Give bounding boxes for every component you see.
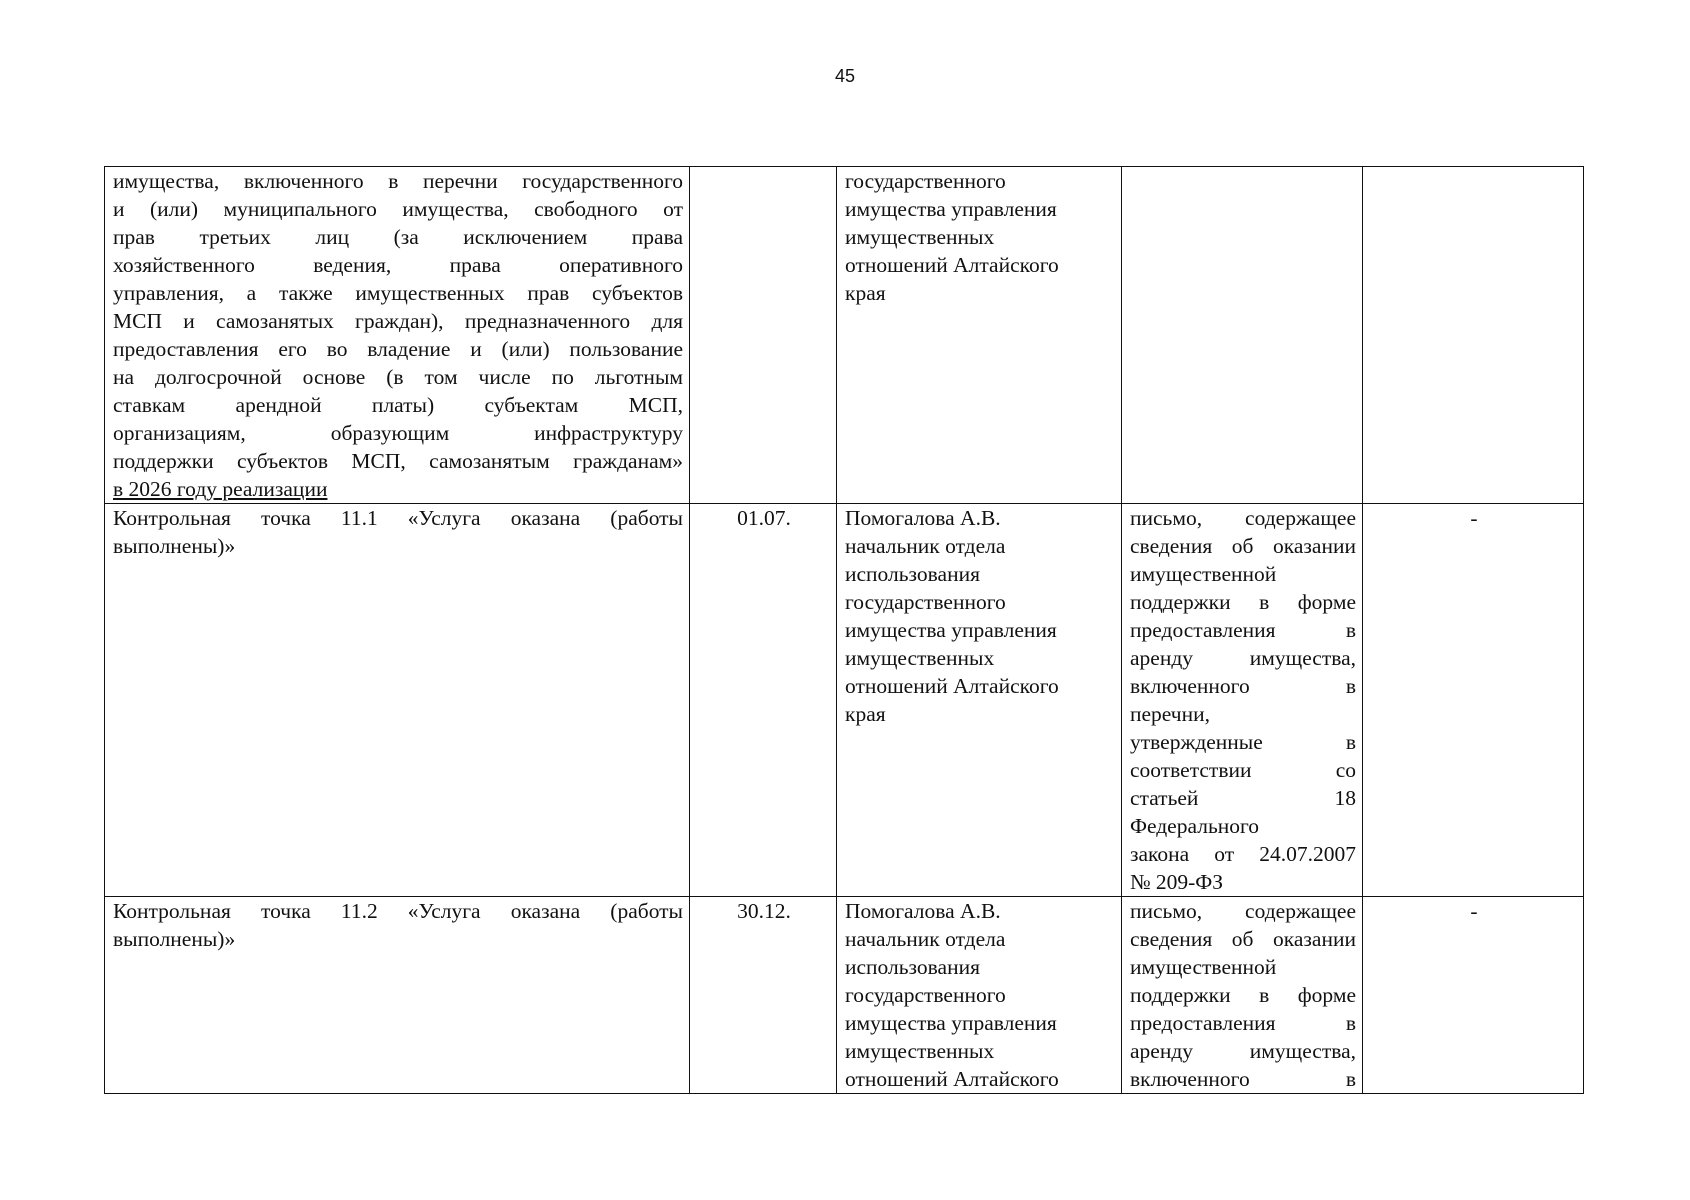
responsible-line: имущественных	[845, 646, 995, 670]
responsible-line: начальник отдела	[845, 534, 1006, 558]
document-line: поддержки в форме	[1130, 983, 1356, 1007]
event-name-line: и (или) муниципального имущества, свободного от	[113, 197, 683, 221]
document-line: сведения об оказании	[1130, 534, 1356, 558]
responsible-cell	[837, 897, 1122, 1094]
note-cell: -	[1363, 504, 1584, 897]
event-name-line: хозяйственного ведения, права оперативного	[113, 253, 683, 277]
event-name-line: в 2026 году реализации	[113, 477, 328, 501]
responsible-line: края	[845, 702, 886, 726]
responsible-line: имущества управления	[845, 197, 1057, 221]
date-cell: 30.12.	[690, 897, 837, 1094]
document-line: № 209-ФЗ	[1130, 870, 1224, 894]
event-name-line: поддержки субъектов МСП, самозанятым гражданам»	[113, 449, 683, 473]
responsible-cell	[837, 167, 1122, 504]
responsible-line: имущества управления	[845, 1011, 1057, 1035]
event-name-line: ставкам арендной платы) субъектам МСП,	[113, 393, 683, 417]
event-name-cell	[105, 504, 690, 897]
document-line: поддержки в форме	[1130, 590, 1356, 614]
document-line: включенного в	[1130, 1067, 1356, 1091]
event-name-line: управления, а также имущественных прав субъектов	[113, 281, 683, 305]
event-name-cell	[105, 897, 690, 1094]
document-line: сведения об оказании	[1130, 927, 1356, 951]
event-name-cell	[105, 167, 690, 504]
responsible-line: использования	[845, 562, 980, 586]
responsible-line: начальник отдела	[845, 927, 1006, 951]
responsible-line: государственного	[845, 983, 1006, 1007]
document-line: соответствии со	[1130, 758, 1356, 782]
responsible-line: Помогалова А.В.	[845, 506, 1001, 530]
event-name-line: организациям, образующим инфраструктуру	[113, 421, 683, 445]
table-row	[105, 167, 1584, 504]
event-name-line: предоставления его во владение и (или) пользование	[113, 337, 683, 361]
event-name-line: Контрольная точка 11.2 «Услуга оказана (работы	[113, 899, 683, 923]
document-cell	[1122, 897, 1363, 1094]
document-line: аренду имущества,	[1130, 646, 1356, 670]
date-cell	[690, 167, 837, 504]
document-line: включенного в	[1130, 674, 1356, 698]
responsible-line: отношений Алтайского	[845, 674, 1059, 698]
event-name-line: Контрольная точка 11.1 «Услуга оказана (работы	[113, 506, 683, 530]
responsible-line: имущественных	[845, 1039, 995, 1063]
page-number: 45	[834, 66, 856, 86]
note-cell: -	[1363, 897, 1584, 1094]
document-line: статьей 18	[1130, 786, 1356, 810]
date-cell: 01.07.	[690, 504, 837, 897]
event-name-line: выполнены)»	[113, 534, 236, 558]
event-name-line: прав третьих лиц (за исключением права	[113, 225, 683, 249]
responsible-line: имущества управления	[845, 618, 1057, 642]
table-row	[105, 504, 1584, 897]
document-line: письмо, содержащее	[1130, 899, 1356, 923]
table-row	[105, 897, 1584, 1094]
plan-table	[104, 166, 1584, 1094]
event-name-line: на долгосрочной основе (в том числе по льготным	[113, 365, 683, 389]
responsible-line: имущественных	[845, 225, 995, 249]
responsible-line: отношений Алтайского	[845, 1067, 1059, 1091]
document-line: письмо, содержащее	[1130, 506, 1356, 530]
responsible-line: государственного	[845, 590, 1006, 614]
document-line: имущественной	[1130, 562, 1277, 586]
document-line: аренду имущества,	[1130, 1039, 1356, 1063]
document-line: закона от 24.07.2007	[1130, 842, 1356, 866]
document-line: утвержденные в	[1130, 730, 1356, 754]
document-line: Федерального	[1130, 814, 1260, 838]
note-cell	[1363, 167, 1584, 504]
responsible-line: отношений Алтайского	[845, 253, 1059, 277]
document-line: предоставления в	[1130, 1011, 1356, 1035]
responsible-line: государственного	[845, 169, 1006, 193]
event-name-line: выполнены)»	[113, 927, 236, 951]
responsible-line: Помогалова А.В.	[845, 899, 1001, 923]
responsible-line: использования	[845, 955, 980, 979]
document-line: имущественной	[1130, 955, 1277, 979]
responsible-line: края	[845, 281, 886, 305]
event-name-line: МСП и самозанятых граждан), предназначенного для	[113, 309, 683, 333]
document-cell	[1122, 504, 1363, 897]
document-line: перечни,	[1130, 702, 1211, 726]
responsible-cell	[837, 504, 1122, 897]
document-cell	[1122, 167, 1363, 504]
event-name-line: имущества, включенного в перечни государственного	[113, 169, 683, 193]
document-line: предоставления в	[1130, 618, 1356, 642]
